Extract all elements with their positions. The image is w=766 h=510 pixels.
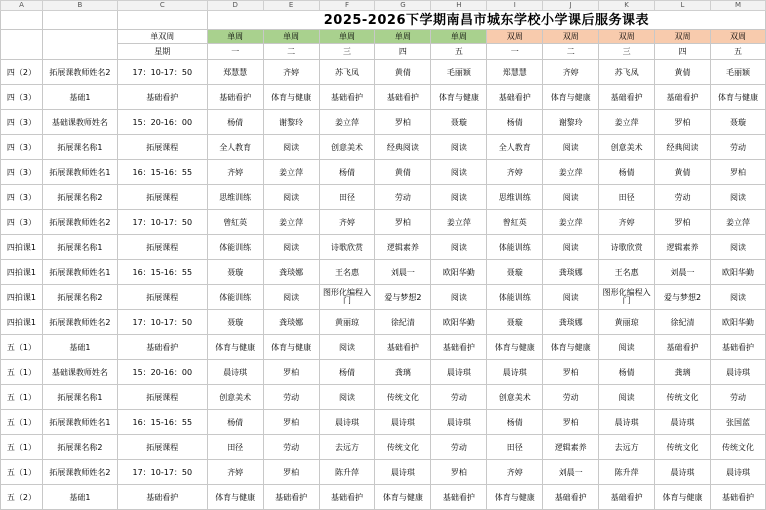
week-label[interactable]: 双周 (655, 30, 711, 44)
table-cell[interactable]: 聂璇 (487, 310, 543, 335)
table-cell[interactable]: 体能训练 (207, 235, 263, 260)
week-label[interactable]: 单周 (207, 30, 263, 44)
table-cell[interactable]: 体育与健康 (655, 485, 711, 510)
day-label[interactable]: 五 (431, 44, 487, 60)
cell-c1[interactable] (117, 11, 207, 30)
table-cell[interactable]: 阅读 (543, 135, 599, 160)
table-cell[interactable]: 拓展课教师姓名2 (42, 210, 117, 235)
cell-b2[interactable] (42, 30, 117, 60)
table-cell[interactable]: 晨诗琪 (431, 410, 487, 435)
table-cell[interactable]: 阅读 (543, 185, 599, 210)
table-cell[interactable]: 黄丽琼 (319, 310, 375, 335)
column-header-j[interactable]: J (543, 1, 599, 11)
table-cell[interactable]: 阅读 (431, 235, 487, 260)
table-cell[interactable]: 苏飞凤 (599, 60, 655, 85)
week-label[interactable]: 双周 (543, 30, 599, 44)
table-cell[interactable]: 基础看护 (710, 335, 765, 360)
table-cell[interactable]: 黄倩 (655, 160, 711, 185)
table-cell[interactable]: 体育与健康 (263, 85, 319, 110)
table-cell[interactable]: 田径 (207, 435, 263, 460)
day-label[interactable]: 三 (319, 44, 375, 60)
table-cell[interactable]: 杨倩 (599, 160, 655, 185)
table-cell[interactable]: 拓展课程 (117, 235, 207, 260)
table-cell[interactable]: 刘晨一 (375, 260, 431, 285)
table-cell[interactable]: 拓展课程 (117, 185, 207, 210)
table-row (1, 235, 766, 260)
table-cell[interactable]: 罗柏 (431, 460, 487, 485)
table-cell[interactable]: 去远方 (599, 435, 655, 460)
week-label[interactable]: 单周 (263, 30, 319, 44)
table-cell[interactable]: 劳动 (710, 135, 765, 160)
table-cell[interactable]: 体能训练 (487, 235, 543, 260)
table-cell[interactable]: 拓展课名称1 (42, 235, 117, 260)
table-cell[interactable]: 17：10-17：50 (117, 210, 207, 235)
table-cell[interactable]: 龚琰娜 (263, 310, 319, 335)
table-cell[interactable]: 劳动 (710, 385, 765, 410)
table-row (1, 260, 766, 285)
table-cell[interactable]: 基础1 (42, 335, 117, 360)
day-label[interactable]: 一 (207, 44, 263, 60)
table-cell[interactable]: 17：10-17：50 (117, 60, 207, 85)
table-cell[interactable]: 郑慧慧 (487, 60, 543, 85)
table-cell[interactable]: 16：15-16：55 (117, 410, 207, 435)
table-cell[interactable]: 爱与梦想2 (655, 285, 711, 310)
table-cell[interactable]: 姜立萍 (599, 110, 655, 135)
table-cell[interactable]: 毛丽颖 (710, 60, 765, 85)
table-cell[interactable]: 聂璇 (207, 310, 263, 335)
table-cell[interactable]: 拓展课名称1 (42, 135, 117, 160)
table-cell[interactable]: 刘晨一 (543, 460, 599, 485)
table-cell[interactable]: 五（1） (1, 360, 43, 385)
table-cell[interactable]: 齐婷 (319, 210, 375, 235)
table-cell[interactable]: 五（1） (1, 385, 43, 410)
table-cell[interactable]: 晨诗琪 (655, 410, 711, 435)
column-header-e[interactable]: E (263, 1, 319, 11)
table-cell[interactable]: 毛丽颖 (431, 60, 487, 85)
week-label[interactable]: 双周 (599, 30, 655, 44)
table-cell[interactable]: 四（2） (1, 60, 43, 85)
table-cell[interactable]: 基础看护 (375, 85, 431, 110)
table-cell[interactable]: 基础看护 (655, 335, 711, 360)
weekday-label[interactable]: 星期 (117, 44, 207, 60)
table-cell[interactable]: 阅读 (263, 185, 319, 210)
table-cell[interactable]: 刘晨一 (655, 260, 711, 285)
table-row (1, 435, 766, 460)
table-cell[interactable]: 黄倩 (375, 60, 431, 85)
table-cell[interactable]: 四（3） (1, 85, 43, 110)
table-cell[interactable]: 15：20-16：00 (117, 360, 207, 385)
table-cell[interactable]: 17：10-17：50 (117, 460, 207, 485)
table-cell[interactable]: 基础看护 (431, 335, 487, 360)
table-cell[interactable]: 黄倩 (375, 160, 431, 185)
table-cell[interactable]: 传统文化 (375, 435, 431, 460)
table-cell[interactable]: 基础1 (42, 485, 117, 510)
table-cell[interactable]: 曾紅英 (207, 210, 263, 235)
table-cell[interactable]: 杨倩 (319, 360, 375, 385)
table-cell[interactable]: 黄倩 (655, 60, 711, 85)
cell-b1[interactable] (42, 11, 117, 30)
table-cell[interactable]: 四拍课1 (1, 260, 43, 285)
table-cell[interactable]: 欧阳华勤 (431, 260, 487, 285)
table-cell[interactable]: 陈升萍 (319, 460, 375, 485)
table-row (1, 210, 766, 235)
cell-a2[interactable] (1, 30, 43, 60)
table-cell[interactable]: 杨倩 (487, 110, 543, 135)
table-row (1, 135, 766, 160)
table-cell[interactable]: 劳动 (263, 385, 319, 410)
table-cell[interactable]: 晨诗琪 (710, 360, 765, 385)
table-cell[interactable]: 罗柏 (655, 210, 711, 235)
table-cell[interactable]: 传统文化 (710, 435, 765, 460)
column-header-f[interactable]: F (319, 1, 375, 11)
table-cell[interactable]: 杨倩 (319, 160, 375, 185)
table-cell[interactable]: 体育与健康 (207, 335, 263, 360)
table-cell[interactable]: 体育与健康 (487, 335, 543, 360)
table-cell[interactable]: 基础看护 (117, 485, 207, 510)
table-cell[interactable]: 谢黎玲 (263, 110, 319, 135)
table-cell[interactable]: 姜立萍 (263, 160, 319, 185)
table-row (1, 385, 766, 410)
table-cell[interactable]: 传统文化 (375, 385, 431, 410)
cell-a1[interactable] (1, 11, 43, 30)
table-cell[interactable]: 晨诗琪 (319, 410, 375, 435)
table-cell[interactable]: 五（2） (1, 485, 43, 510)
table-cell[interactable]: 龚琰娜 (543, 310, 599, 335)
table-cell[interactable]: 罗柏 (263, 460, 319, 485)
table-cell[interactable]: 全人教育 (207, 135, 263, 160)
day-label[interactable]: 二 (263, 44, 319, 60)
table-cell[interactable]: 基础看护 (375, 335, 431, 360)
table-cell[interactable]: 体育与健康 (375, 485, 431, 510)
table-cell[interactable]: 基础看护 (487, 85, 543, 110)
sheet-title[interactable]: 2025-2026下学期南昌市城东学校小学课后服务课表 (207, 11, 765, 30)
table-cell[interactable]: 传统文化 (655, 435, 711, 460)
table-cell[interactable]: 王名惠 (599, 260, 655, 285)
table-cell[interactable]: 罗柏 (655, 110, 711, 135)
table-cell[interactable]: 五（1） (1, 410, 43, 435)
table-cell[interactable]: 诗歌欣赏 (599, 235, 655, 260)
table-cell[interactable]: 阅读 (710, 235, 765, 260)
table-cell[interactable]: 阅读 (431, 135, 487, 160)
table-cell[interactable]: 16：15-16：55 (117, 160, 207, 185)
table-cell[interactable]: 爱与梦想2 (375, 285, 431, 310)
column-header-m[interactable]: M (710, 1, 765, 11)
table-cell[interactable]: 龚琰娜 (263, 260, 319, 285)
table-cell[interactable]: 徐紀清 (375, 310, 431, 335)
table-cell[interactable]: 姜立萍 (543, 160, 599, 185)
table-cell[interactable]: 阅读 (710, 285, 765, 310)
table-cell[interactable]: 劳动 (431, 435, 487, 460)
table-cell[interactable]: 曾紅英 (487, 210, 543, 235)
table-cell[interactable]: 聂璇 (207, 260, 263, 285)
table-cell[interactable]: 基础课教师姓名 (42, 360, 117, 385)
table-cell[interactable]: 15：20-16：00 (117, 110, 207, 135)
table-cell[interactable]: 龚璃 (375, 360, 431, 385)
table-cell[interactable]: 基础看护 (543, 485, 599, 510)
table-cell[interactable]: 四（3） (1, 110, 43, 135)
table-cell[interactable]: 姜立萍 (431, 210, 487, 235)
table-cell[interactable]: 四（3） (1, 210, 43, 235)
table-cell[interactable]: 晨诗琪 (487, 360, 543, 385)
column-header-row (1, 1, 766, 11)
table-row (1, 360, 766, 385)
column-header-d[interactable]: D (207, 1, 263, 11)
table-cell[interactable]: 创意美术 (319, 135, 375, 160)
table-cell[interactable]: 体育与健康 (431, 85, 487, 110)
table-cell[interactable]: 杨倩 (207, 110, 263, 135)
table-cell[interactable]: 姜立萍 (710, 210, 765, 235)
table-cell[interactable]: 逻辑素养 (543, 435, 599, 460)
column-header-k[interactable]: K (599, 1, 655, 11)
table-cell[interactable]: 创意美术 (599, 135, 655, 160)
table-cell[interactable]: 拓展课名称2 (42, 435, 117, 460)
column-header-c[interactable]: C (117, 1, 207, 11)
table-cell[interactable]: 龚琰娜 (543, 260, 599, 285)
table-cell[interactable]: 体能训练 (487, 285, 543, 310)
table-cell[interactable]: 罗柏 (263, 410, 319, 435)
table-cell[interactable]: 基础看护 (263, 485, 319, 510)
table-cell[interactable]: 欧阳华勤 (431, 310, 487, 335)
table-cell[interactable]: 阅读 (263, 285, 319, 310)
table-cell[interactable]: 田径 (487, 435, 543, 460)
column-header-g[interactable]: G (375, 1, 431, 11)
table-cell[interactable]: 拓展课教师姓名1 (42, 160, 117, 185)
table-cell[interactable]: 基础看护 (710, 485, 765, 510)
table-cell[interactable]: 张国蓝 (710, 410, 765, 435)
table-cell[interactable]: 阅读 (543, 235, 599, 260)
table-cell[interactable]: 基础看护 (599, 85, 655, 110)
column-header-i[interactable]: I (487, 1, 543, 11)
table-cell[interactable]: 罗柏 (543, 410, 599, 435)
table-cell[interactable]: 思维训练 (207, 185, 263, 210)
table-cell[interactable]: 图形化编程入门 (319, 285, 375, 310)
table-cell[interactable]: 田径 (319, 185, 375, 210)
table-cell[interactable]: 姜立萍 (263, 210, 319, 235)
table-cell[interactable]: 体能训练 (207, 285, 263, 310)
title-row (1, 11, 766, 30)
table-cell[interactable]: 陈升萍 (599, 460, 655, 485)
table-cell[interactable]: 拓展课程 (117, 385, 207, 410)
table-cell[interactable]: 阅读 (710, 185, 765, 210)
table-cell[interactable]: 谢黎玲 (543, 110, 599, 135)
table-cell[interactable]: 拓展课教师姓名2 (42, 60, 117, 85)
table-cell[interactable]: 齐婷 (487, 460, 543, 485)
table-cell[interactable]: 四拍课1 (1, 285, 43, 310)
table-cell[interactable]: 体育与健康 (710, 85, 765, 110)
table-cell[interactable]: 杨倩 (599, 360, 655, 385)
table-cell[interactable]: 拓展课教师姓名1 (42, 260, 117, 285)
table-cell[interactable]: 四（3） (1, 135, 43, 160)
table-row (1, 460, 766, 485)
table-cell[interactable]: 郑慧慧 (207, 60, 263, 85)
table-cell[interactable]: 晨诗琪 (599, 410, 655, 435)
table-cell[interactable]: 传统文化 (655, 385, 711, 410)
table-cell[interactable]: 苏飞凤 (319, 60, 375, 85)
table-cell[interactable]: 基础看护 (655, 85, 711, 110)
table-cell[interactable]: 16：15-16：55 (117, 260, 207, 285)
table-cell[interactable]: 黄丽琼 (599, 310, 655, 335)
table-row (1, 60, 766, 85)
table-cell[interactable]: 逻辑素养 (655, 235, 711, 260)
table-cell[interactable]: 劳动 (543, 385, 599, 410)
table-row (1, 185, 766, 210)
table-cell[interactable]: 晨诗琪 (655, 460, 711, 485)
table-cell[interactable]: 经典阅读 (655, 135, 711, 160)
week-label[interactable]: 双周 (487, 30, 543, 44)
day-label[interactable]: 五 (710, 44, 765, 60)
week-label[interactable]: 单周 (431, 30, 487, 44)
table-cell[interactable]: 体育与健康 (207, 485, 263, 510)
table-cell[interactable]: 齐婷 (599, 210, 655, 235)
table-cell[interactable]: 罗柏 (375, 110, 431, 135)
table-cell[interactable]: 四（3） (1, 185, 43, 210)
column-header-h[interactable]: H (431, 1, 487, 11)
day-label[interactable]: 二 (543, 44, 599, 60)
table-cell[interactable]: 去远方 (319, 435, 375, 460)
day-label[interactable]: 四 (655, 44, 711, 60)
table-cell[interactable]: 齐婷 (207, 160, 263, 185)
table-cell[interactable]: 聂璇 (710, 110, 765, 135)
table-row (1, 110, 766, 135)
table-cell[interactable]: 创意美术 (487, 385, 543, 410)
table-cell[interactable]: 拓展课程 (117, 285, 207, 310)
table-row (1, 85, 766, 110)
table-cell[interactable]: 思维训练 (487, 185, 543, 210)
table-cell[interactable]: 基础看护 (319, 485, 375, 510)
table-cell[interactable]: 基础看护 (117, 85, 207, 110)
table-cell[interactable]: 创意美术 (207, 385, 263, 410)
table-cell[interactable]: 阅读 (431, 185, 487, 210)
column-header-l[interactable]: L (655, 1, 711, 11)
table-cell[interactable]: 阅读 (599, 335, 655, 360)
table-cell[interactable]: 姜立萍 (543, 210, 599, 235)
table-cell[interactable]: 经典阅读 (375, 135, 431, 160)
table-cell[interactable]: 基础课教师姓名 (42, 110, 117, 135)
table-cell[interactable]: 姜立萍 (319, 110, 375, 135)
table-row (1, 410, 766, 435)
table-cell[interactable]: 阅读 (599, 385, 655, 410)
day-label[interactable]: 一 (487, 44, 543, 60)
table-cell[interactable]: 基础看护 (207, 85, 263, 110)
day-label[interactable]: 三 (599, 44, 655, 60)
table-cell[interactable]: 劳动 (375, 185, 431, 210)
table-cell[interactable]: 龚璃 (655, 360, 711, 385)
table-cell[interactable]: 拓展课名称1 (42, 385, 117, 410)
table-cell[interactable]: 逻辑素养 (375, 235, 431, 260)
table-cell[interactable]: 晨诗琪 (207, 360, 263, 385)
table-cell[interactable]: 基础看护 (117, 335, 207, 360)
table-cell[interactable]: 晨诗琪 (375, 410, 431, 435)
table-cell[interactable]: 聂璇 (487, 260, 543, 285)
table-row (1, 285, 766, 310)
table-cell[interactable]: 罗柏 (375, 210, 431, 235)
table-row (1, 310, 766, 335)
table-cell[interactable]: 王名惠 (319, 260, 375, 285)
table-cell[interactable]: 阅读 (319, 385, 375, 410)
table-cell[interactable]: 体育与健康 (487, 485, 543, 510)
week-type-label[interactable]: 单双周 (117, 30, 207, 44)
table-cell[interactable]: 全人教育 (487, 135, 543, 160)
table-cell[interactable]: 齐婷 (207, 460, 263, 485)
table-cell[interactable]: 田径 (599, 185, 655, 210)
table-cell[interactable]: 齐婷 (543, 60, 599, 85)
table-cell[interactable]: 晨诗琪 (431, 360, 487, 385)
table-cell[interactable]: 杨倩 (487, 410, 543, 435)
table-cell[interactable]: 四（3） (1, 160, 43, 185)
table-cell[interactable]: 图形化编程入门 (599, 285, 655, 310)
table-row (1, 160, 766, 185)
table-cell[interactable]: 拓展课教师姓名1 (42, 410, 117, 435)
table-cell[interactable]: 欧阳华勤 (710, 260, 765, 285)
table-cell[interactable]: 体育与健康 (543, 335, 599, 360)
table-cell[interactable]: 五（1） (1, 335, 43, 360)
column-header-a[interactable]: A (1, 1, 43, 11)
table-cell[interactable]: 体育与健康 (543, 85, 599, 110)
table-cell[interactable]: 拓展课教师姓名2 (42, 460, 117, 485)
table-cell[interactable]: 罗柏 (543, 360, 599, 385)
table-cell[interactable]: 罗柏 (263, 360, 319, 385)
table-cell[interactable]: 劳动 (655, 185, 711, 210)
table-cell[interactable]: 劳动 (431, 385, 487, 410)
table-cell[interactable]: 齐婷 (263, 60, 319, 85)
table-cell[interactable]: 五（1） (1, 435, 43, 460)
table-cell[interactable]: 诗歌欣赏 (319, 235, 375, 260)
week-label[interactable]: 单周 (375, 30, 431, 44)
column-header-b[interactable]: B (42, 1, 117, 11)
table-row (1, 485, 766, 510)
week-header-row (1, 30, 766, 44)
table-row (1, 335, 766, 360)
table-cell[interactable]: 拓展课程 (117, 435, 207, 460)
table-cell[interactable]: 阅读 (319, 335, 375, 360)
table-cell[interactable]: 四拍课1 (1, 235, 43, 260)
table-cell[interactable]: 拓展课名称2 (42, 185, 117, 210)
table-cell[interactable]: 聂璇 (431, 110, 487, 135)
table-cell[interactable]: 基础看护 (319, 85, 375, 110)
table-cell[interactable]: 17：10-17：50 (117, 310, 207, 335)
table-cell[interactable]: 体育与健康 (263, 335, 319, 360)
table-cell[interactable]: 基础看护 (599, 485, 655, 510)
table-cell[interactable]: 晨诗琪 (710, 460, 765, 485)
table-cell[interactable]: 劳动 (263, 435, 319, 460)
table-cell[interactable]: 欧阳华勤 (710, 310, 765, 335)
week-label[interactable]: 双周 (710, 30, 765, 44)
table-cell[interactable]: 齐婷 (487, 160, 543, 185)
table-cell[interactable]: 拓展课名称2 (42, 285, 117, 310)
table-cell[interactable]: 阅读 (263, 135, 319, 160)
table-cell[interactable]: 四拍课1 (1, 310, 43, 335)
table-cell[interactable]: 徐紀清 (655, 310, 711, 335)
table-cell[interactable]: 拓展课教师姓名2 (42, 310, 117, 335)
table-cell[interactable]: 阅读 (431, 285, 487, 310)
table-cell[interactable]: 晨诗琪 (375, 460, 431, 485)
table-cell[interactable]: 拓展课程 (117, 135, 207, 160)
table-cell[interactable]: 阅读 (431, 160, 487, 185)
table-cell[interactable]: 阅读 (263, 235, 319, 260)
week-label[interactable]: 单周 (319, 30, 375, 44)
table-cell[interactable]: 基础看护 (431, 485, 487, 510)
table-cell[interactable]: 杨倩 (207, 410, 263, 435)
table-cell[interactable]: 基础1 (42, 85, 117, 110)
table-cell[interactable]: 五（1） (1, 460, 43, 485)
table-cell[interactable]: 罗柏 (710, 160, 765, 185)
table-cell[interactable]: 阅读 (543, 285, 599, 310)
day-label[interactable]: 四 (375, 44, 431, 60)
